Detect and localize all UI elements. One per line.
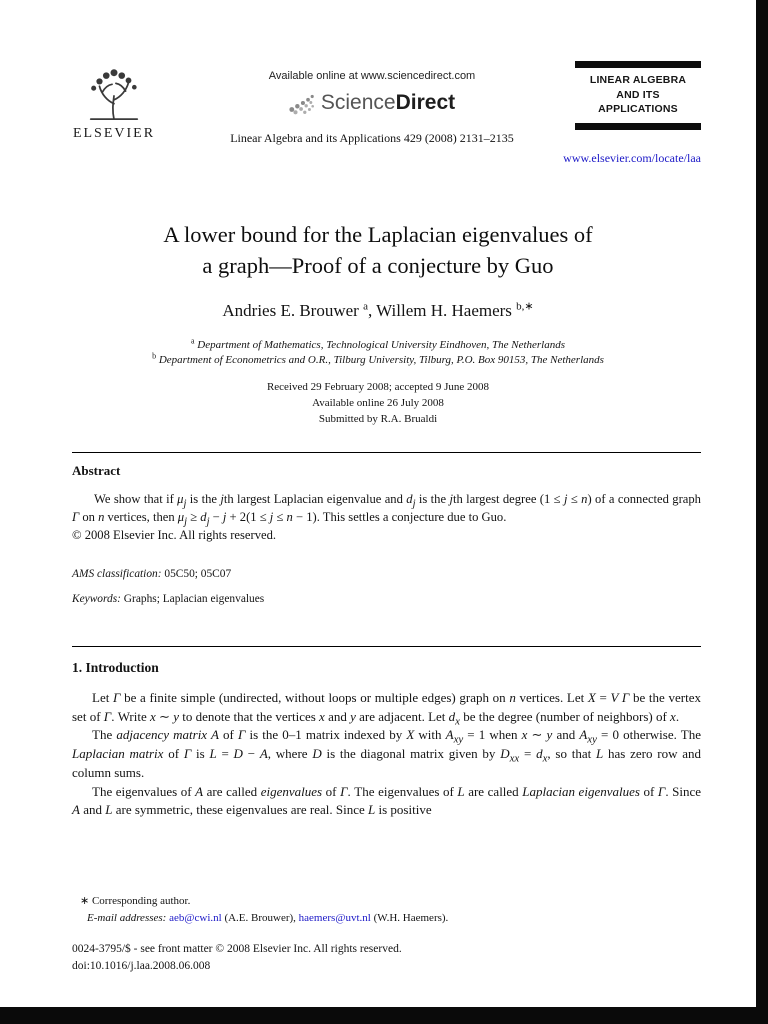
abstract-copyright: © 2008 Elsevier Inc. All rights reserved. (72, 528, 277, 543)
email-addresses-line: E-mail addresses: aeb@cwi.nl (A.E. Brouwer), haemers@uvt.nl (W.H. Haemers). (87, 911, 449, 924)
journal-homepage-link[interactable]: www.elsevier.com/locate/laa (563, 151, 701, 165)
sciencedirect-science-text: Science (320, 91, 396, 114)
journal-box-title (575, 68, 701, 123)
introduction-text (72, 689, 701, 881)
divider-below-keywords (72, 646, 701, 647)
ams-classification-line (72, 568, 701, 580)
intro-paragraph-3: The eigenvalues of A are called eigenvalues of Γ. The eigenvalues of L are called Laplacian eigenvalues of Γ. Since A and L are symmetric, these eigenvalues are real. Since L is positive (72, 783, 702, 818)
journal-box-bottom-bar (575, 123, 701, 130)
sciencedirect-wordmark (321, 91, 455, 115)
elsevier-logo (70, 64, 158, 142)
ams-label: AMS classification: (72, 568, 162, 581)
available-online-text: Available online at www.sciencedirect.com (268, 70, 476, 82)
sciencedirect-direct-text: Direct (395, 91, 456, 114)
intro-paragraph-1: Let Γ be a finite simple (undirected, without loops or multiple edges) graph on n vertices. Let X = V Γ be the vertex set of Γ. Write x ∼ y to denote that the vertices x and y are adjacent. Let $d_x$ be the degree (number of neighbors) of x. (72, 690, 701, 728)
journal-reference: Linear Algebra and its Applications 429 (2008) 2131–2135 (230, 131, 514, 145)
affiliation-b: $^b$ Department of Econometrics and O.R., Tilburg University, Tilburg, P.O. Box 90153, The Netherlands (152, 351, 604, 366)
email-link-haemers[interactable]: haemers@uvt.nl (298, 911, 371, 924)
keywords-label: Keywords: (72, 593, 121, 606)
email-link-brouwer[interactable]: aeb@cwi.nl (169, 911, 222, 924)
received-accepted-dates: Received 29 February 2008; accepted 9 June 2008 (266, 381, 490, 393)
elsevier-tree-icon (81, 64, 147, 124)
corresponding-author-note: ∗ Corresponding author. (80, 895, 191, 907)
scan-edge-bottom (0, 1007, 768, 1024)
journal-box-line-3: APPLICATIONS (598, 103, 678, 116)
article-dates (40, 379, 716, 427)
abstract-section (72, 463, 701, 605)
abstract-text: We show that if $\mu_j$ is the jth largest Laplacian eigenvalue and $d_j$ is the jth largest degree (1 ≤ j ≤ n) of a connected graph Γ on n vertices, then $\mu_j \ge d_j - j + 2(1 \le j \le n - 1)$. This settles a conjecture due to Guo. (72, 492, 701, 528)
keywords-value: Graphs; Laplacian eigenvalues (123, 593, 265, 606)
abstract-heading: Abstract (72, 463, 121, 478)
journal-title-box (575, 61, 701, 130)
header-center (182, 70, 562, 146)
available-online-date: Available online 26 July 2008 (312, 397, 444, 409)
sciencedirect-logo (182, 90, 562, 116)
submitted-by-line: Submitted by R.A. Brualdi (318, 413, 438, 425)
journal-box-top-bar (575, 61, 701, 68)
journal-box-line-1: LINEAR ALGEBRA (589, 74, 687, 86)
imprint-block (72, 941, 701, 974)
issn-copyright-line: 0024-3795/$ - see front matter © 2008 Elsevier Inc. All rights reserved. (72, 943, 402, 955)
authors-line: Andries E. Brouwer $^a$, Willem H. Haemers $^{b,∗}$ (222, 300, 534, 320)
elsevier-wordmark: ELSEVIER (72, 126, 156, 141)
sciencedirect-dots-icon (289, 90, 315, 116)
doi-line: doi:10.1016/j.laa.2008.06.008 (72, 959, 211, 972)
section-heading-introduction: 1. Introduction (72, 660, 159, 675)
article-title: A lower bound for the Laplacian eigenvalues of a graph—Proof of a conjecture by Guo (163, 222, 593, 279)
body-column (72, 660, 701, 974)
affiliation-a: $^a$ Department of Mathematics, Technological University Eindhoven, The Netherlands (190, 336, 566, 351)
intro-paragraph-2: The adjacency matrix A of Γ is the 0–1 matrix indexed by X with $A_{xy} = 1$ when x ∼ y and $A_{xy} = 0$ otherwise. The Laplacian matrix of Γ is L = D − A, where D is the diagonal matrix given by $D_{xx} = d_x$, so that L has zero row and column sums. (72, 727, 702, 780)
journal-box-line-2: AND ITS (616, 88, 660, 101)
keywords-line (72, 593, 701, 605)
divider-above-abstract (72, 452, 701, 453)
footnote-block (72, 893, 701, 926)
scan-edge-right (756, 0, 768, 1024)
ams-value: 05C50; 05C07 (164, 568, 232, 581)
